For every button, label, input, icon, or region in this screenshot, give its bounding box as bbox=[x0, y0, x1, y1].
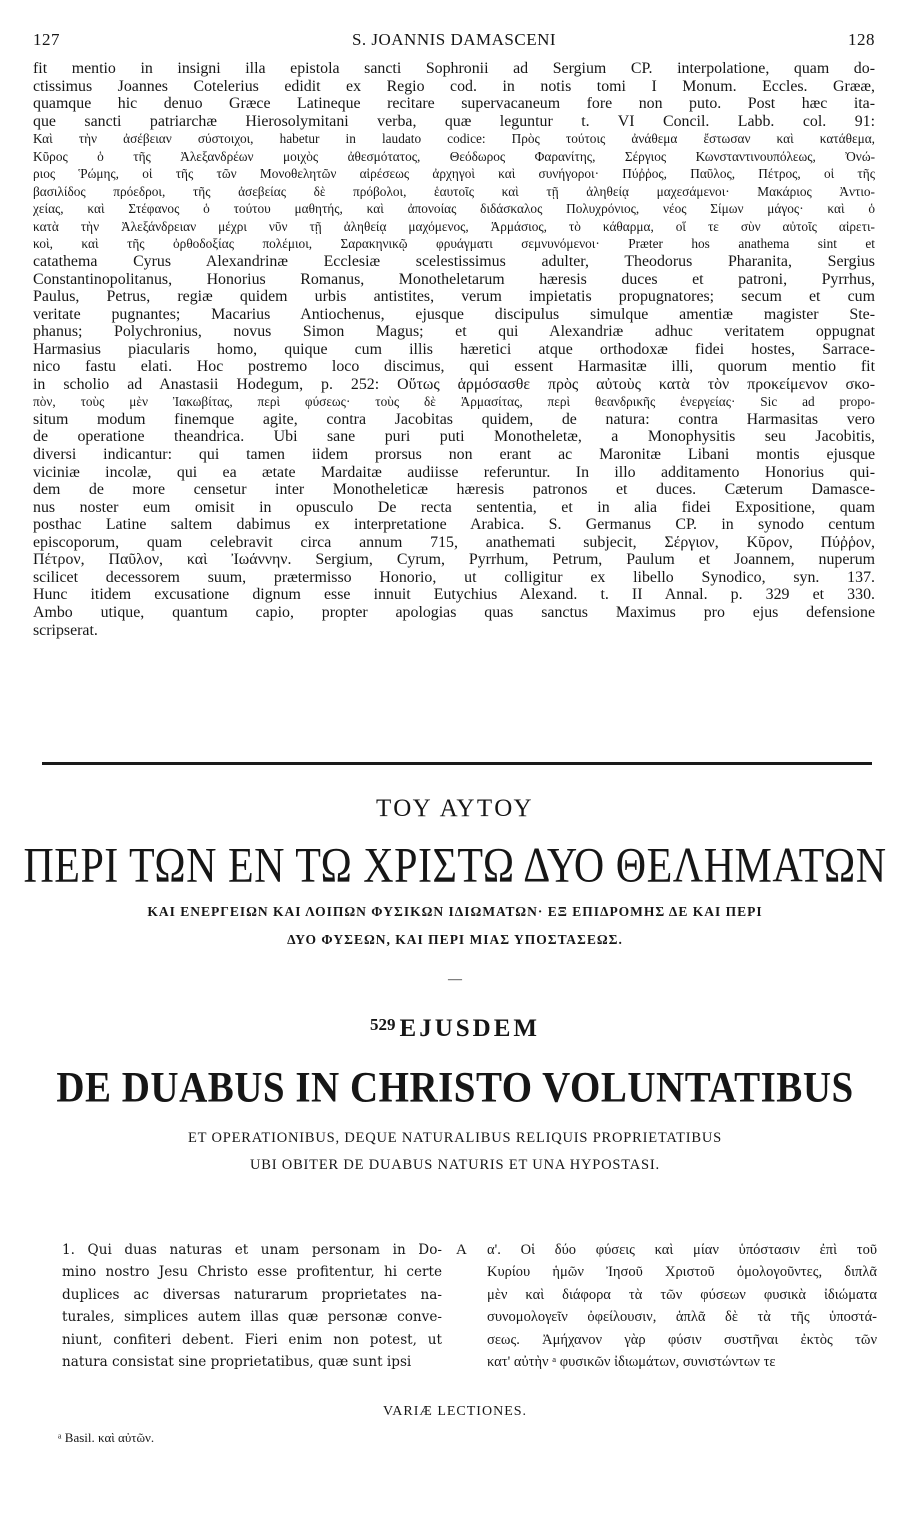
latin-text-line: niunt, confiteri debent. Fieri enim non potest, ut bbox=[62, 1331, 442, 1348]
note-line: κοὶ, καὶ τῆς ὀρθοδοξίας πολέμιοι, Σαρακηνικῷ φρυάγματι σεμνυνόμενοι· Præter hos anathema sint et bbox=[33, 236, 875, 252]
section-divider-rule bbox=[42, 762, 872, 765]
note-line: diversi indicantur: qui tamen iidem prorsus non erant ac Maronitæ Libani montis ejusque bbox=[33, 446, 875, 464]
note-line: Κῦρος ὁ τῆς Ἀλεξανδρέων μοιχὸς ἀθεσμότατος, Θεόδωρος Φαρανίτης, Σέργιος Κωνσταντινουπόλεως, Ὀνώ- bbox=[33, 148, 875, 164]
note-line: Hunc itidem excusatione dignum esse innuit Eutychius Alexand. t. II Annal. p. 329 et 330. bbox=[33, 586, 875, 604]
note-line: Paulus, Petrus, regiæ quidem urbis antistites, verum impietatis propugnatores; secum et cum bbox=[33, 288, 875, 306]
greek-subtitle-line-1: ΚΑΙ ΕΝΕΡΓΕΙΩΝ ΚΑΙ ΛΟΙΠΩΝ ΦΥΣΙΚΩΝ ΙΔΙΩΜΑΤΩΝ· ΕΞ ΕΠΙΔΡΟΜΗΣ ΔΕ ΚΑΙ ΠΕΡΙ bbox=[147, 904, 763, 919]
commentary-notes bbox=[33, 60, 875, 639]
latin-text-line: mino nostro Jesu Christo esse profitentur, hi certe bbox=[62, 1264, 442, 1281]
greek-subtitle-line-2: ΔΥΟ ΦΥΣΕΩΝ, ΚΑΙ ΠΕΡΙ ΜΙΑΣ ΥΠΟΣΤΑΣΕΩΣ. bbox=[287, 932, 623, 947]
column-number: 529 bbox=[370, 1015, 396, 1034]
note-line: situm modum finemque agite, contra Jacobitas quidem, de natura: contra Harmasitas vero bbox=[33, 410, 875, 428]
latin-text-line: 1. Qui duas naturas et unam personam in Do- bbox=[62, 1242, 442, 1258]
running-head bbox=[33, 30, 875, 56]
greek-text-line: α'. Οἱ δύο φύσεις καὶ μίαν ὑπόστασιν ἐπὶ τοῦ bbox=[487, 1242, 877, 1258]
column-marker: A bbox=[456, 1242, 467, 1258]
note-line: scilicet decessorem suum, prætermisso Honorio, ut colligitur ex libello Synodico, syn. 137. bbox=[33, 568, 875, 586]
note-line: fit mentio in insigni illa epistola sancti Sophronii ad Sergium CP. interpolatione, quam do- bbox=[33, 60, 875, 77]
note-line: catathema Cyrus Alexandrinæ Ecclesiæ scelestissimus adulter, Theodorus Pharanita, Sergius bbox=[33, 253, 875, 271]
note-line: πὸν, τοὺς μὲν Ἰακωβίτας, περὶ φύσεως· τοὺς δὲ Ἁρμασίτας, περὶ θεανδρικῆς ἐνεργείας· Sic ad propo- bbox=[33, 394, 875, 410]
latin-kicker bbox=[0, 1015, 910, 1043]
note-line: scripserat. bbox=[33, 621, 98, 639]
note-line: Harmasius piacularis homo, quique cum illis hæretici atque orthodoxæ fidei hostes, Sarrace- bbox=[33, 340, 875, 358]
note-line: episcoporum, quam celebravit circa annum 715, anathemati subjecit, Σέργιον, Κῦρον, Πύῤῥον, bbox=[33, 533, 875, 551]
note-line: χείας, καὶ Στέφανος ὁ τούτου μαθητής, καὶ ἀπονοίας διδάσκαλος Πολυχρόνιος, νέος Σίμων μάγος· καὶ ὁ bbox=[33, 201, 875, 217]
note-line: in scholio ad Anastasii Hodegum, p. 252: Οὕτως ἁρμόσασθε πρὸς αὐτοὺς κατὰ τὸν προκείμενον σκο- bbox=[33, 375, 875, 393]
note-line: ριος Ῥώμης, οἱ τῆς τῶν Μονοθελητῶν αἱρέσεως ἀρχηγοὶ καὶ συνήγοροι· Πύῤῥος, Παῦλος, Πέτρος, οἱ τῆς bbox=[33, 166, 875, 182]
latin-text-line: natura consistat sine proprietatibus, quæ sunt ipsi bbox=[62, 1353, 412, 1370]
note-line: viciniæ incolæ, qui ea ætate Mardaitæ audiisse referuntur. In illo additamento Honorius qui- bbox=[33, 463, 875, 481]
greek-text-column bbox=[487, 1239, 877, 1373]
page-number-right: 128 bbox=[848, 30, 875, 49]
greek-text-line: Κυρίου ἡμῶν Ἰησοῦ Χριστοῦ ὁμολογοῦντες, διπλᾶ bbox=[487, 1264, 877, 1281]
note-line: Ambo utique, quantum capio, propter apologias quas sanctus Maximus pro ejus defensione bbox=[33, 603, 875, 621]
heading-separator: — bbox=[448, 972, 462, 987]
note-line: posthac Latine saltem dabimus ex interpretatione Arabica. S. Germanus CP. in synodo centum bbox=[33, 516, 875, 534]
variae-lectiones-note: ᵃ Basil. καὶ αὐτῶν. bbox=[58, 1430, 155, 1445]
note-line: Constantinopolitanus, Honorius Romanus, Monotheletarum hæresis duces et patroni, Pyrrhus, bbox=[33, 270, 875, 288]
latin-text-line: duplices ac diversas naturarum proprietates na- bbox=[62, 1286, 442, 1303]
note-line: quamque hic denuo Græce Latineque recitare supervacaneum fore non puto. Post hæc ita- bbox=[33, 95, 875, 113]
greek-text-line: συνομολογεῖν ὀφείλουσιν, ἁπλᾶ δὲ τὰ τῆς ὑποστά- bbox=[487, 1309, 877, 1326]
latin-title: DE DUABUS IN CHRISTO VOLUNTATIBUS bbox=[56, 1064, 854, 1112]
note-line: Καὶ τὴν ἀσέβειαν σύστοιχοι, habetur in laudato codice: Πρὸς τούτοις ἀνάθεμα ἔστωσαν καὶ κατάθεμα, bbox=[33, 131, 875, 147]
note-line: phanus; Polychronius, novus Simon Magus; et qui Alexandriæ adhuc veritatem oppugnat bbox=[33, 323, 875, 341]
page-number-left: 127 bbox=[33, 30, 60, 49]
note-line: dem de more censetur inter Monotheleticæ hæresis patronos et duces. Cæterum Damasce- bbox=[33, 481, 875, 499]
latin-text-line: turales, simplices autem illas quæ personæ conve- bbox=[62, 1309, 442, 1326]
note-line: Πέτρον, Παῦλον, καὶ Ἰωάννην. Sergium, Cyrum, Pyrrhum, Petrum, Paulum et Joannem, nuperum bbox=[33, 551, 875, 569]
greek-text-line: μὲν καὶ διάφορα τὰ τῶν φύσεων φυσικὰ ἰδιώματα bbox=[487, 1286, 877, 1303]
note-line: βασιλίδος πρόεδροι, τῆς ἀσεβείας δὲ πρόβολοι, ἑαυτοῖς καὶ τῇ ἀληθείᾳ μαχεσάμενοι· Μακάριος Ἀντιο- bbox=[33, 183, 875, 199]
note-line: veritate pugnantes; Macarius Antiochenus, ejusque discipulus simulque amentiæ magister Ste- bbox=[33, 305, 875, 323]
variae-lectiones-heading: VARIÆ LECTIONES. bbox=[382, 1404, 528, 1419]
note-line: nus noster eum omisit in opusculo De recta sententia, et in alia fidei Expositione, quam bbox=[33, 498, 875, 516]
greek-title: ΠΕΡΙ ΤΩΝ ΕΝ ΤΩ ΧΡΙΣΤΩ ΔΥΟ ΘΕΛΗΜΑΤΩΝ bbox=[23, 839, 887, 894]
latin-subtitle-line-1: ET OPERATIONIBUS, DEQUE NATURALIBUS RELIQUIS PROPRIETATIBUS bbox=[188, 1130, 722, 1146]
note-line: κατὰ τὴν Ἀλεξάνδρειαν μέχρι νῦν τῇ ἀληθείᾳ μαχόμενος, Ἁρμάσιος, τὸ κάθαρμα, οἵ τε σὺν αὐτοῖς αἱρετι- bbox=[33, 218, 875, 234]
running-title: S. JOANNIS DAMASCENI bbox=[351, 30, 557, 49]
latin-subtitle-line-2: UBI OBITER DE DUABUS NATURIS ET UNA HYPOSTASI. bbox=[250, 1157, 660, 1173]
note-line: ctissimus Joannes Cotelerius edidit ex Regio cod. in notis tomi I Monum. Eccles. Grææ, bbox=[33, 77, 875, 95]
latin-kicker-text: EJUSDEM bbox=[399, 1015, 540, 1042]
note-line: de operatione theandrica. Ubi sane puri puti Monotheletæ, a Monophysitis seu Jacobitis, bbox=[33, 428, 875, 446]
latin-text-column bbox=[62, 1239, 442, 1373]
greek-text-line: σεως. Ἀμήχανον γὰρ φύσιν συστῆναι ἐκτὸς τῶν bbox=[487, 1331, 877, 1348]
note-line: que sancti patriarchæ Hierosolymitani verba, quæ leguntur t. VI Concil. Labb. col. 91: bbox=[33, 112, 875, 130]
greek-kicker: ΤΟΥ ΑΥΤΟΥ bbox=[375, 795, 535, 822]
note-line: nico fastu elati. Hoc postremo loco discimus, qui essent Harmasitæ illi, quorum mentio fit bbox=[33, 358, 875, 376]
greek-text-line: κατ' αὐτὴν ᵃ φυσικῶν ἰδιωμάτων, συνιστώντων τε bbox=[487, 1353, 776, 1370]
